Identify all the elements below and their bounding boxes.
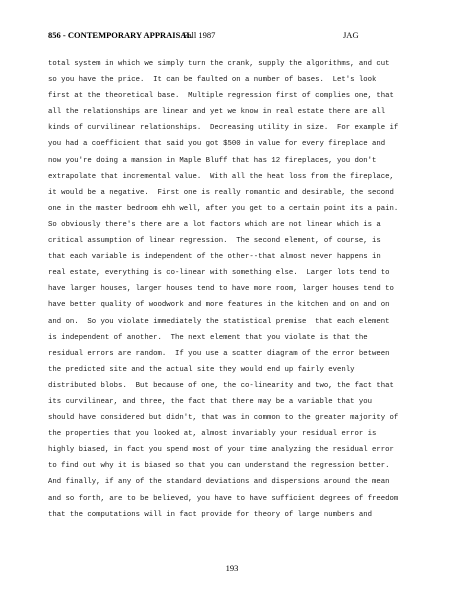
header-issue: Fall 1987: [183, 30, 216, 40]
header-journal-title: 856 - CONTEMPORARY APPRAISAL: [48, 30, 193, 40]
body-text-line: the predicted site and the actual site they would end up fairly evenly: [48, 365, 355, 374]
body-text-line: and so forth, are to be believed, you have to have sufficient degrees of freedom: [48, 494, 399, 503]
body-text-line: kinds of curvilinear relationships. Decreasing utility in size. For example if: [48, 124, 399, 133]
body-text-line: have better quality of woodwork and more features in the kitchen and on and on: [48, 301, 390, 310]
body-text-line: real estate, everything is co-linear with something else. Larger lots tend to: [48, 269, 390, 278]
body-text-line: so you have the price. It can be faulted on a number of bases. Let's look: [48, 76, 377, 85]
body-text-line: that the computations will in fact provide for theory of large numbers and: [48, 510, 373, 519]
transcript-body: [48, 56, 440, 523]
body-text-line: total system in which we simply turn the crank, supply the algorithms, and cut: [48, 60, 390, 68]
body-text-line: highly biased, in fact you spend most of your time analyzing the residual error: [48, 446, 394, 455]
body-text-line: now you're doing a mansion in Maple Bluff that has 12 fireplaces, you don't: [48, 156, 377, 165]
body-text-line: its curvilinear, and three, the fact that there may be a variable that you: [48, 397, 373, 406]
body-text-line: should have considered but didn't, that was in common to the greater majority of: [48, 414, 399, 423]
body-text-line: distributed blobs. But because of one, the co-linearity and two, the fact that: [48, 381, 394, 390]
body-text-line: that each variable is independent of the other--that almost never happens in: [48, 253, 381, 262]
body-text-line: you had a coefficient that said you got $500 in value for every fireplace and: [48, 140, 386, 149]
body-text-line: critical assumption of linear regression. The second element, of course, is: [48, 237, 381, 246]
body-text-line: And finally, if any of the standard deviations and dispersions around the mean: [48, 478, 390, 487]
body-text-line: and on. So you violate immediately the statistical premise that each element: [48, 317, 390, 326]
header-initials: JAG: [343, 30, 359, 40]
body-text-line: residual errors are random. If you use a scatter diagram of the error between: [48, 349, 390, 358]
body-text-line: the properties that you looked at, almost invariably your residual error is: [48, 430, 377, 439]
running-header: [48, 30, 428, 42]
body-text-line: have larger houses, larger houses tend to have more room, larger houses tend to: [48, 285, 394, 294]
body-text-line: all the relationships are linear and yet we know in real estate there are all: [48, 108, 386, 117]
page-footer-number: 193: [225, 563, 239, 573]
header-journal-name: CONTEMPORARY APPRAISAL: [67, 30, 193, 40]
body-text-line: one in the master bedroom ehh well, after you get to a certain point its a pain.: [48, 204, 399, 213]
header-page-number: 856: [48, 30, 61, 40]
body-text-line: first at the theoretical base. Multiple regression first of complies one, that: [48, 92, 394, 101]
body-text-line: it would be a negative. First one is really romantic and desirable, the second: [48, 188, 394, 197]
body-text-line: So obviously there's there are a lot factors which are not linear which is a: [48, 220, 381, 229]
body-text-line: to find out why it is biased so that you can understand the regression better.: [48, 462, 390, 471]
body-text-line: is independent of another. The next element that you violate is that the: [48, 333, 368, 342]
body-text-line: extrapolate that incremental value. With all the heat loss from the fireplace,: [48, 172, 394, 181]
